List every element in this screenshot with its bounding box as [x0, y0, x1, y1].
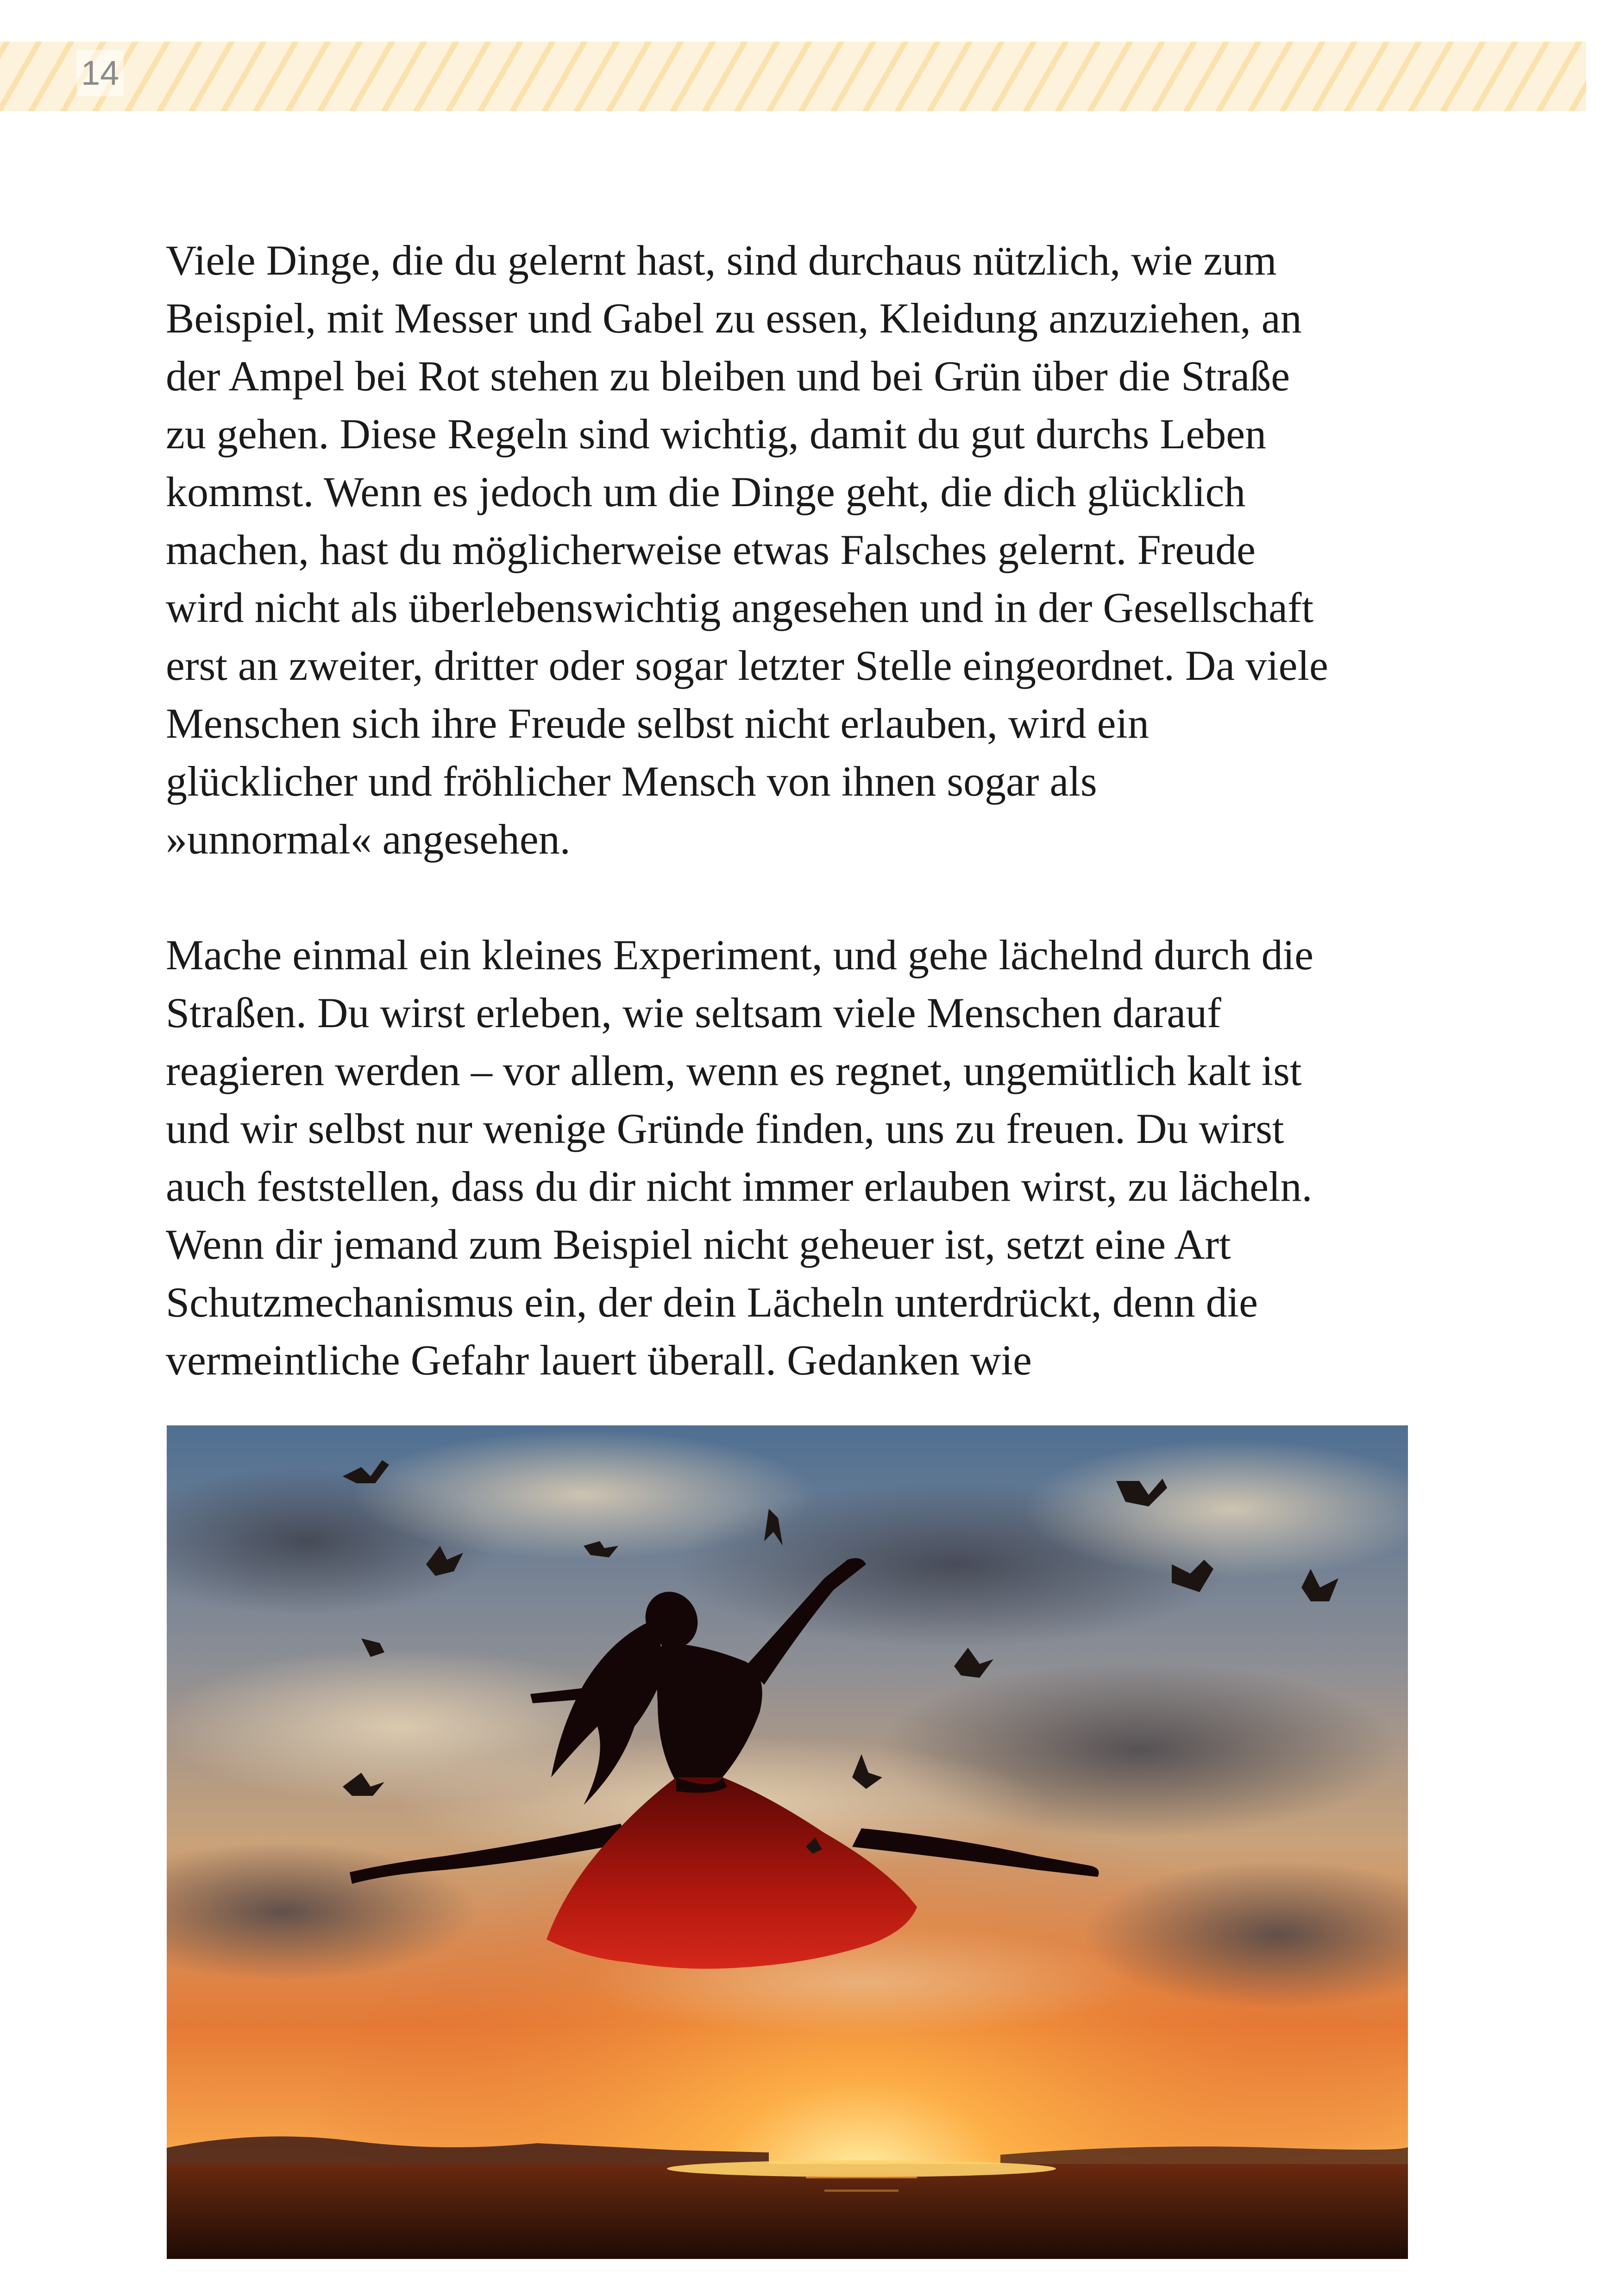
- text-line: vermeintliche Gefahr lauert überall. Gedanken wie: [166, 1336, 1032, 1384]
- text-line: Viele Dinge, die du gelernt hast, sind durchaus nützlich, wie zum: [166, 237, 1277, 284]
- text-line: erst an zweiter, dritter oder sogar letzter Stelle eingeordnet. Da viele: [166, 642, 1328, 689]
- text-line: »unnormal« angesehen.: [166, 816, 571, 863]
- text-line: Wenn dir jemand zum Beispiel nicht geheuer ist, setzt eine Art: [166, 1221, 1231, 1268]
- dancer-photo-illustration: [167, 1425, 1408, 2259]
- text-line: der Ampel bei Rot stehen zu bleiben und bei Grün über die Straße: [166, 352, 1290, 400]
- text-line: reagieren werden – vor allem, wenn es regnet, ungemütlich kalt ist: [166, 1047, 1302, 1094]
- text-line: kommst. Wenn es jedoch um die Dinge geht, die dich glücklich: [166, 468, 1246, 515]
- text-line: auch feststellen, dass du dir nicht immer erlauben wirst, zu lächeln.: [166, 1163, 1313, 1210]
- text-line: zu gehen. Diese Regeln sind wichtig, damit du gut durchs Leben: [166, 410, 1267, 458]
- header-band: [0, 42, 1586, 111]
- text-line: Straßen. Du wirst erleben, wie seltsam viele Menschen darauf: [166, 989, 1221, 1036]
- text-line: Schutzmechanismus ein, der dein Lächeln unterdrückt, denn die: [166, 1279, 1258, 1326]
- paragraph-1: [166, 232, 1416, 868]
- text-line: glücklicher und fröhlicher Mensch von ihnen sogar als: [166, 758, 1097, 805]
- text-line: und wir selbst nur wenige Gründe finden, uns zu freuen. Du wirst: [166, 1105, 1284, 1152]
- text-line: Beispiel, mit Messer und Gabel zu essen, Kleidung anzuziehen, an: [166, 295, 1302, 342]
- page-number: 14: [76, 50, 124, 96]
- text-line: Menschen sich ihre Freude selbst nicht erlauben, wird ein: [166, 700, 1150, 747]
- body-text: [166, 232, 1416, 1389]
- dancer-photo: [167, 1425, 1408, 2259]
- text-line: Mache einmal ein kleines Experiment, und gehe lächelnd durch die: [166, 931, 1313, 979]
- text-line: machen, hast du möglicherweise etwas Falsches gelernt. Freude: [166, 526, 1256, 573]
- paragraph-2: [166, 926, 1416, 1389]
- text-line: wird nicht als überlebenswichtig angesehen und in der Gesellschaft: [166, 584, 1314, 631]
